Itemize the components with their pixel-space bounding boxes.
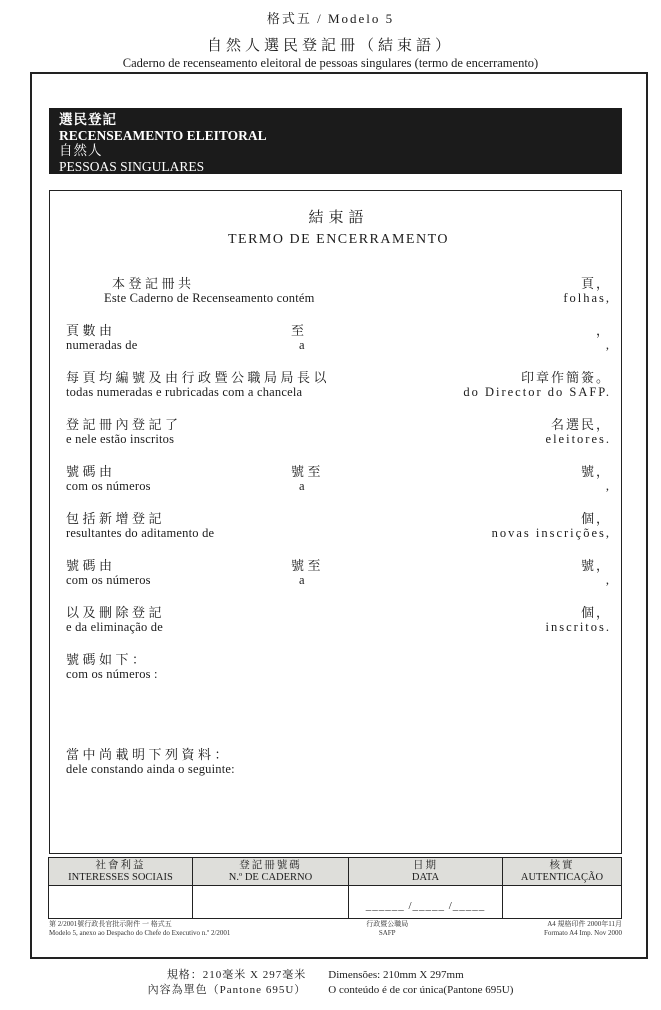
table-header-numero-caderno: 登記冊號碼 N.º DE CADERNO xyxy=(193,858,349,886)
table-header-interesses-sociais: 社會利益 INTERESSES SOCIAIS xyxy=(49,858,193,886)
row-mid-pt: a xyxy=(299,573,305,587)
row-mid-pt: a xyxy=(299,338,305,352)
footer-left-pt: Modelo 5, anexo ao Despacho do Chefe do Executivo n.º 2/2001 xyxy=(49,928,231,937)
row-unit-pt: folhas, xyxy=(563,291,611,305)
row-unit-pt: do Director do SAFP. xyxy=(463,385,611,399)
row-label-pt: dele constando ainda o seguinte: xyxy=(66,762,235,776)
footer-center-pt: SAFP xyxy=(378,928,396,937)
dimensions-pt: Dimensões: 210mm X 297mm xyxy=(328,969,464,981)
row-unit-zh: 個， xyxy=(580,605,611,620)
footer-left xyxy=(49,920,230,937)
form-row-chancela xyxy=(66,367,611,400)
section-title-pt: TERMO DE ENCERRAMENTO xyxy=(227,232,450,247)
dimensions-zh: 規格：210毫米 X 297毫米 xyxy=(166,969,307,981)
summary-table xyxy=(48,857,622,919)
form-row-additional-info xyxy=(66,744,611,777)
row-unit-zh: 號， xyxy=(580,464,611,479)
footer-center-zh: 行政暨公職局 xyxy=(366,920,409,928)
row-label-pt: Este Caderno de Recenseamento contém xyxy=(104,291,315,305)
row-unit-pt: , xyxy=(605,573,611,587)
row-label-zh: 每頁均編號及由行政暨公職局局長以 xyxy=(66,370,331,385)
row-label-zh: 號碼由 xyxy=(66,464,116,479)
model-number: 格式五 / Modelo 5 xyxy=(266,11,395,26)
table-cell-interesses-sociais xyxy=(49,886,193,918)
form-row-eliminations xyxy=(66,602,611,635)
banner-title-zh: 選民登記 xyxy=(59,112,117,127)
color-spec-zh: 內容為單色（Pantone 695U） xyxy=(147,984,307,996)
footer-left-zh: 第 2/2001號行政長官批示附件 一 格式五 xyxy=(49,920,172,928)
form-outer-frame xyxy=(30,72,648,959)
row-mid-pt: a xyxy=(299,479,305,493)
form-row-electors-count xyxy=(66,414,611,447)
document-title-zh: 自然人選民登記冊（結束語） xyxy=(206,38,454,54)
banner-subtitle-pt: PESSOAS SINGULARES xyxy=(59,158,205,174)
row-unit-pt: , xyxy=(605,338,611,352)
row-label-zh: 號碼由 xyxy=(66,558,116,573)
row-label-zh: 以及刪除登記 xyxy=(66,605,166,620)
row-label-zh: 本登記冊共 xyxy=(112,276,195,291)
print-specs-zh xyxy=(148,968,307,998)
row-label-zh: 號碼如下： xyxy=(66,652,149,667)
table-cell-numero-caderno xyxy=(193,886,349,918)
row-unit-zh: 名選民， xyxy=(550,417,611,432)
row-label-pt: e nele estão inscritos xyxy=(66,432,175,446)
row-label-zh: 登記冊內登記了 xyxy=(66,417,182,432)
form-row-new-inscriptions xyxy=(66,508,611,541)
row-label-zh: 頁數由 xyxy=(66,323,116,338)
electoral-registration-banner xyxy=(49,108,622,174)
date-blank-line: ______ /_____ /_____ xyxy=(365,900,486,912)
footer-right xyxy=(544,920,622,937)
row-label-pt: com os números : xyxy=(66,667,158,681)
color-spec-pt: O conteúdo é de cor única(Pantone 695U) xyxy=(328,984,514,996)
row-unit-zh: 個， xyxy=(580,511,611,526)
table-header-data: 日期 DATA xyxy=(349,858,503,886)
row-mid-zh: 號至 xyxy=(291,464,325,479)
document-header xyxy=(0,8,661,71)
print-specifications xyxy=(0,968,661,998)
print-specs-pt xyxy=(328,968,513,998)
row-unit-zh: ， xyxy=(595,323,611,338)
form-row-elector-numbers xyxy=(66,461,611,494)
row-unit-zh: 頁， xyxy=(580,276,611,291)
row-unit-pt: inscritos. xyxy=(545,620,611,634)
row-unit-pt: , xyxy=(605,479,611,493)
banner-subtitle-zh: 自然人 xyxy=(59,143,103,158)
row-label-zh: 當中尚載明下列資料： xyxy=(66,747,232,762)
section-title-zh: 結束語 xyxy=(308,210,369,226)
table-cell-data xyxy=(349,886,503,918)
row-label-pt: numeradas de xyxy=(66,338,138,352)
form-row-page-numbers xyxy=(66,320,611,353)
table-header-autenticacao: 核實 AUTENTICAÇÃO xyxy=(503,858,621,886)
row-mid-zh: 至 xyxy=(291,323,308,338)
form-footer xyxy=(49,920,622,937)
row-unit-zh: 印章作簡簽。 xyxy=(520,370,611,385)
termo-content-box xyxy=(49,190,622,854)
banner-title-pt: RECENSEAMENTO ELEITORAL xyxy=(59,127,267,143)
row-label-pt: todas numeradas e rubricadas com a chancela xyxy=(66,385,303,399)
row-label-pt: com os números xyxy=(66,479,151,493)
row-label-pt: resultantes do aditamento de xyxy=(66,526,215,540)
row-mid-zh: 號至 xyxy=(291,558,325,573)
section-title xyxy=(66,206,611,248)
document-title-pt: Caderno de recenseamento eleitoral de pessoas singulares (termo de encerramento) xyxy=(122,56,539,70)
form-row-total-pages xyxy=(66,273,611,306)
row-label-pt: e da eliminação de xyxy=(66,620,163,634)
footer-right-pt: Formato A4 Imp. Nov 2000 xyxy=(544,928,622,937)
form-row-numbers-following xyxy=(66,649,611,682)
row-unit-zh: 號， xyxy=(580,558,611,573)
table-cell-autenticacao xyxy=(503,886,621,918)
row-label-pt: com os números xyxy=(66,573,151,587)
row-unit-pt: novas inscrições, xyxy=(491,526,611,540)
footer-center xyxy=(366,920,408,937)
form-row-new-numbers xyxy=(66,555,611,588)
row-label-zh: 包括新增登記 xyxy=(66,511,166,526)
footer-right-zh: A4 規格印件 2000年11月 xyxy=(547,920,622,928)
row-unit-pt: eleitores. xyxy=(545,432,611,446)
